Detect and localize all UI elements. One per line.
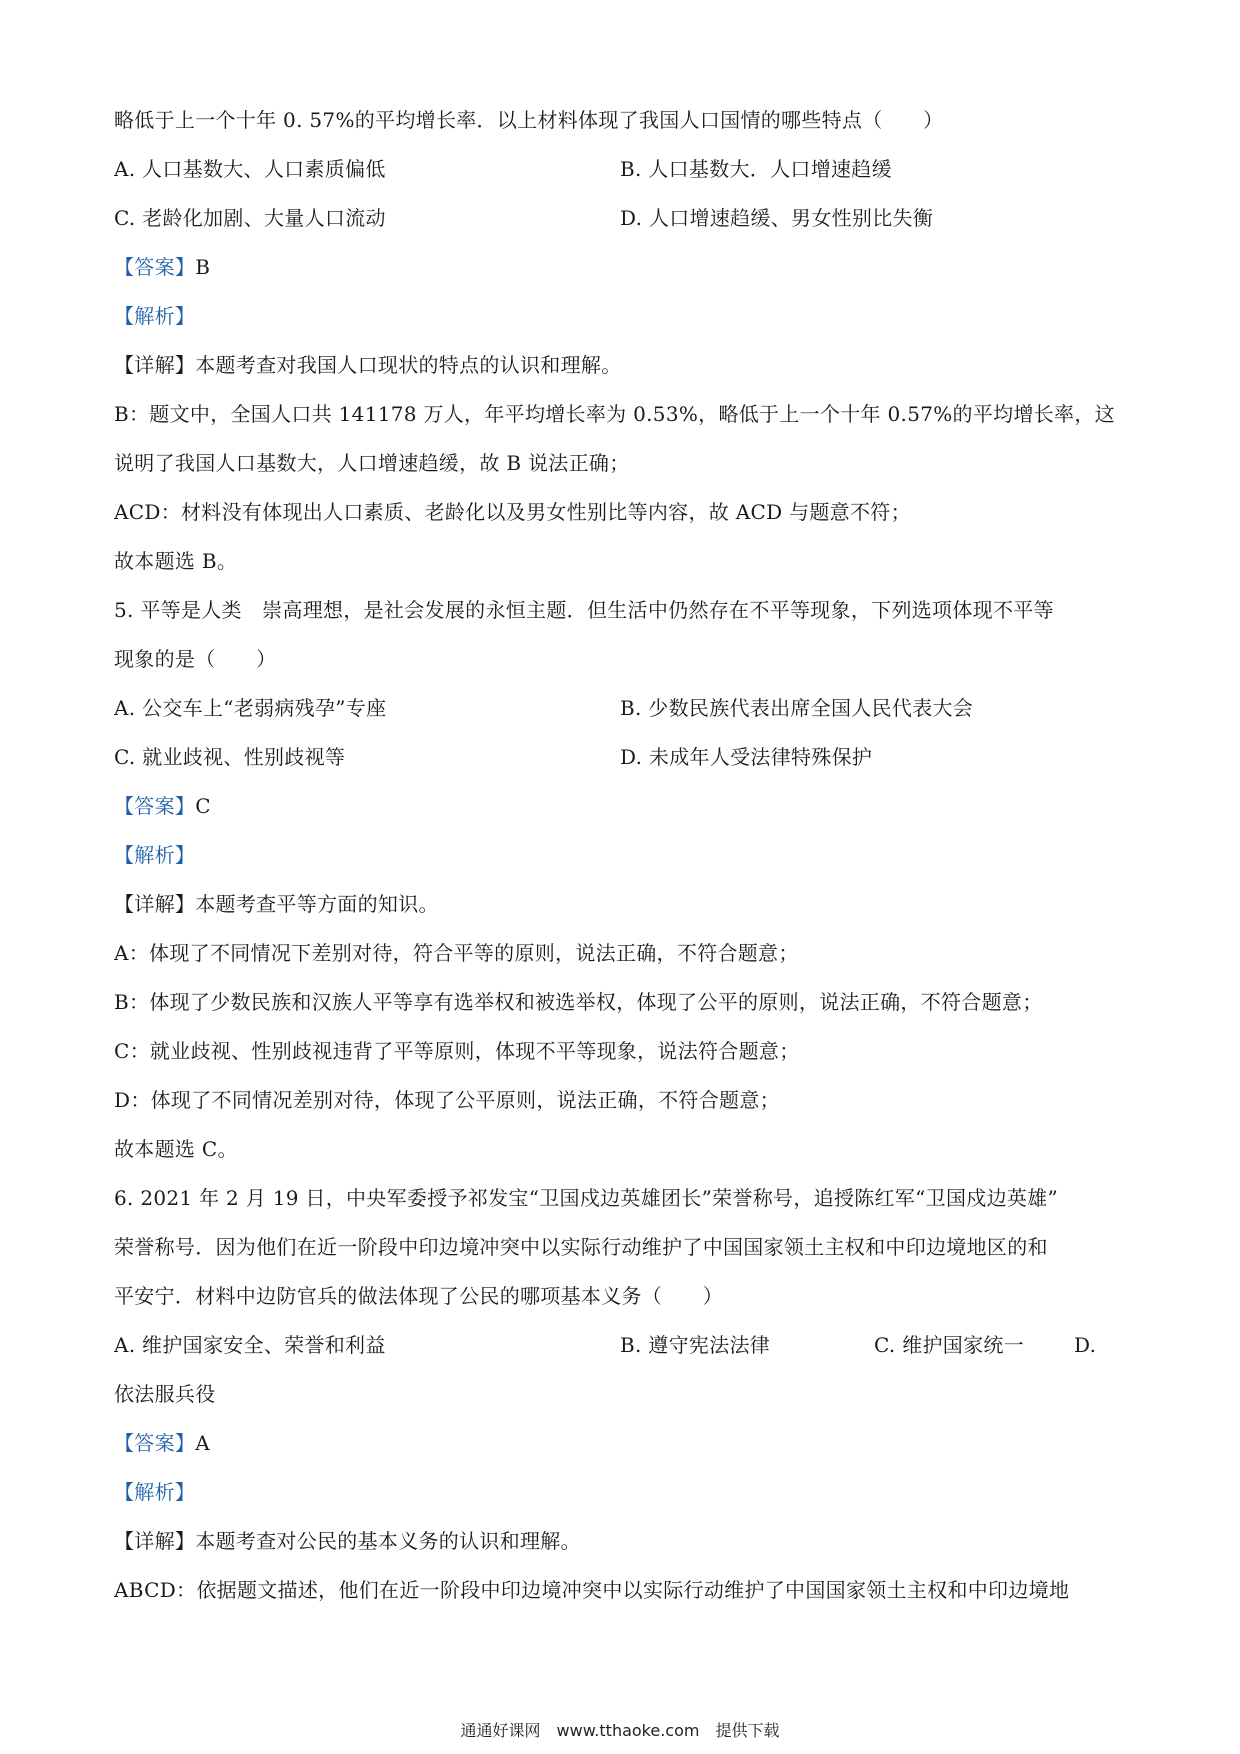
q5-detail-line: C：就业歧视、性别歧视违背了平等原则，体现不平等现象，说法符合题意； <box>114 1039 800 1063</box>
q4-answer-value: B <box>195 255 211 279</box>
q5-options-row-2 <box>114 733 1134 782</box>
q4-option-b: B. 人口基数大．人口增速趋缓 <box>620 157 892 181</box>
q5-answer-value: C <box>195 794 211 818</box>
q4-options-row-1 <box>114 145 1134 194</box>
q4-stem-end: 略低于上一个十年 0. 57%的平均增长率．以上材料体现了我国人口国情的哪些特点（ ） <box>114 108 944 132</box>
q4-conclusion: 故本题选 B。 <box>114 549 238 573</box>
q5-option-b: B. 少数民族代表出席全国人民代表大会 <box>620 696 974 720</box>
q6-options-row <box>114 1321 1134 1370</box>
q5-options-row-1 <box>114 684 1134 733</box>
answer-tag: 【答案】 <box>114 794 196 818</box>
q6-detail-line: ABCD：依据题文描述，他们在近一阶段中印边境冲突中以实际行动维护了中国国家领土主权和中印边境地 <box>114 1578 1070 1602</box>
q5-conclusion: 故本题选 C。 <box>114 1137 238 1161</box>
q4-option-a: A. 人口基数大、人口素质偏低 <box>114 157 386 181</box>
page-footer: 通通好课网 www.tthaoke.com 提供下载 <box>460 1721 780 1740</box>
q6-option-b: B. 遵守宪法法律 <box>620 1333 771 1357</box>
q6-option-d-text: 依法服兵役 <box>114 1382 216 1406</box>
q4-options-row-2 <box>114 194 1134 243</box>
q6-stem-line-2: 荣誉称号．因为他们在近一阶段中印边境冲突中以实际行动维护了中国国家领土主权和中印边境地区的和 <box>114 1235 1048 1259</box>
q4-answer <box>114 243 1134 292</box>
analysis-tag: 【解析】 <box>114 304 196 328</box>
q4-detail-text: 本题考查对我国人口现状的特点的认识和理解。 <box>195 353 622 377</box>
q6-answer-value: A <box>195 1431 210 1455</box>
q4-option-c: C. 老龄化加剧、大量人口流动 <box>114 206 386 230</box>
q5-detail-line: A：体现了不同情况下差别对待，符合平等的原则，说法正确，不符合题意； <box>114 941 799 965</box>
q6-option-d: D. <box>1074 1333 1097 1357</box>
q6-detail <box>114 1517 1134 1566</box>
q4-detail-line: 说明了我国人口基数大，人口增速趋缓，故 B 说法正确； <box>114 451 630 475</box>
q5-option-c: C. 就业歧视、性别歧视等 <box>114 745 346 769</box>
q4-detail-line: B：题文中，全国人口共 141178 万人，年平均增长率为 0.53%，略低于上一个十年 0.57%的平均增长率，这 <box>114 402 1115 426</box>
q5-answer <box>114 782 1134 831</box>
q4-detail-line: ACD：材料没有体现出人口素质、老龄化以及男女性别比等内容，故 ACD 与题意不符； <box>114 500 911 524</box>
q4-detail <box>114 341 1134 390</box>
q6-option-c: C. 维护国家统一 <box>874 1333 1025 1357</box>
q5-analysis <box>114 831 1134 880</box>
q6-stem-line-1: 6. 2021 年 2 月 19 日，中央军委授予祁发宝“卫国戍边英雄团长”荣誉称号，追授陈红军“卫国戍边英雄” <box>114 1186 1058 1210</box>
q5-stem-line-2: 现象的是（ ） <box>114 647 277 671</box>
q5-detail-line: B：体现了少数民族和汉族人平等享有选举权和被选举权，体现了公平的原则，说法正确，不符合题意； <box>114 990 1043 1014</box>
detail-tag: 【详解】 <box>114 892 196 916</box>
answer-tag: 【答案】 <box>114 1431 196 1455</box>
detail-tag: 【详解】 <box>114 353 196 377</box>
answer-tag: 【答案】 <box>114 255 196 279</box>
analysis-tag: 【解析】 <box>114 843 196 867</box>
q5-detail <box>114 880 1134 929</box>
q4-option-d: D. 人口增速趋缓、男女性别比失衡 <box>620 206 934 230</box>
detail-tag: 【详解】 <box>114 1529 196 1553</box>
q5-option-a: A. 公交车上“老弱病残孕”专座 <box>114 696 387 720</box>
document-body <box>114 96 1134 1615</box>
q5-stem-line-1: 5. 平等是人类 崇高理想，是社会发展的永恒主题．但生活中仍然存在不平等现象，下列选项体现不平等 <box>114 598 1054 622</box>
q5-option-d: D. 未成年人受法律特殊保护 <box>620 745 873 769</box>
q5-detail-text: 本题考查平等方面的知识。 <box>195 892 439 916</box>
q6-option-a: A. 维护国家安全、荣誉和利益 <box>114 1333 386 1357</box>
analysis-tag: 【解析】 <box>114 1480 196 1504</box>
q5-detail-line: D：体现了不同情况差别对待，体现了公平原则，说法正确，不符合题意； <box>114 1088 780 1112</box>
q6-analysis <box>114 1468 1134 1517</box>
q4-analysis <box>114 292 1134 341</box>
q6-stem-line-3: 平安宁．材料中边防官兵的做法体现了公民的哪项基本义务（ ） <box>114 1284 723 1308</box>
q6-detail-text: 本题考查对公民的基本义务的认识和理解。 <box>195 1529 581 1553</box>
q6-answer <box>114 1419 1134 1468</box>
